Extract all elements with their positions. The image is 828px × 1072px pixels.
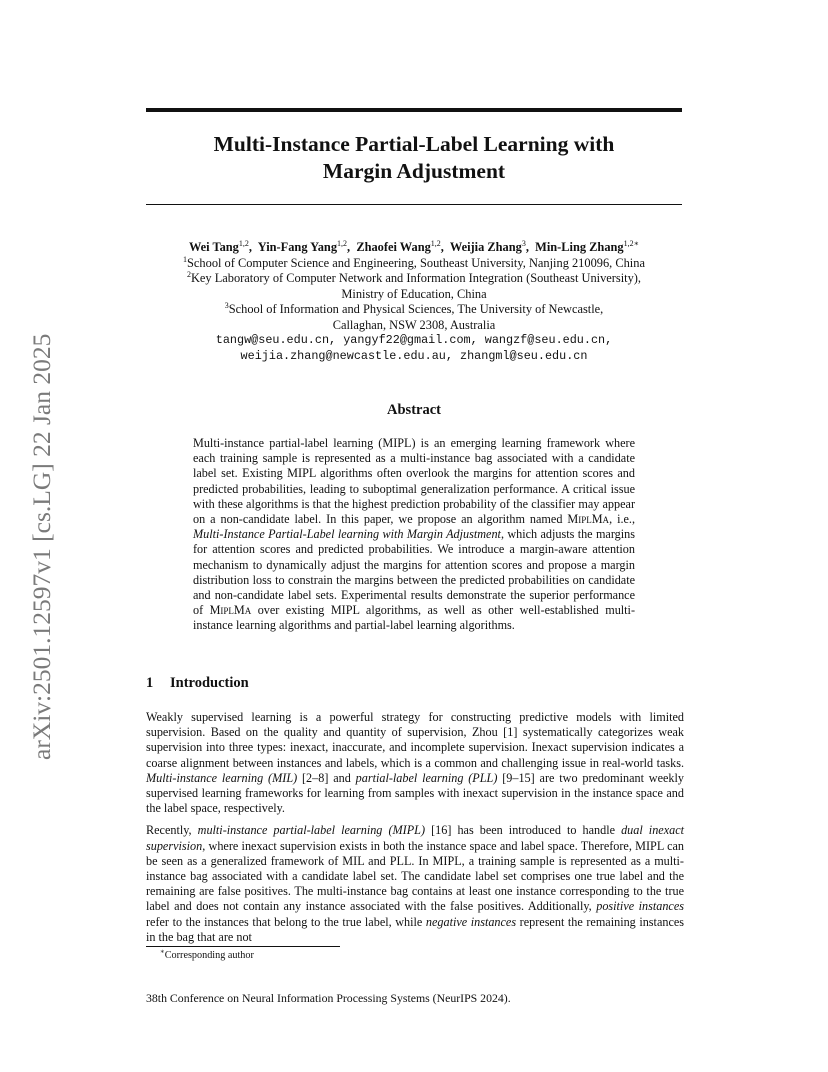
author-name: Zhaofei Wang <box>356 240 431 254</box>
section-heading-introduction <box>146 675 249 692</box>
author-affil: 1,2∗ <box>623 238 640 248</box>
venue-footer: 38th Conference on Neural Information Processing Systems (NeurIPS 2024). <box>146 991 511 1005</box>
author-affil: 1,2 <box>337 238 348 248</box>
abstract-heading: Abstract <box>387 402 441 418</box>
author-affil: 1,2 <box>238 238 249 248</box>
affiliation-2: $^2$Key Laboratory of Computer Network and Information Integration (Southeast University), <box>186 269 642 285</box>
affiliation-2-cont: Ministry of Education, China <box>341 286 487 301</box>
algorithm-name: MiplMa <box>567 512 610 527</box>
algorithm-name: MiplMa <box>209 603 252 618</box>
title-top-rule <box>146 108 682 112</box>
abstract-body: Multi-instance partial-label learning (MIPL) is an emerging learning framework where each training sample is represented as a multi-instance bag associated with a candidate label set. Existing MIPL algorithms often overlook the margins for attention scores and predicted probabilities, leading to suboptimal generalization performance. A critical issue with these algorithms is that the highest prediction probability of the classifier may appear on a non-candidate label. In this paper, we propose an algorithm named MiplMa, i.e., Multi-Instance Partial-Label learning with Margin Adjustment, which adjusts the margins for attention scores and predicted probabilities. We introduce a margin-aware attention mechanism to dynamically adjust the margins for attention scores and propose a margin distribution loss to constrain the margins between the predicted probabilities on candidate and non-candidate label sets. Experimental results demonstrate the superior performance of MiplMa over existing MIPL algorithms, as well as other well-established multi-instance learning algorithms and partial-label learning algorithms. <box>193 436 636 633</box>
section-title: Introduction <box>170 675 249 691</box>
author-name: Min-Ling Zhang <box>535 240 624 254</box>
paragraph: Weakly supervised learning is a powerful strategy for constructing predictive models with limited supervision. Based on the quality and quantity of supervision, Zhou [1] systematically categorizes weak supervision into three types: inexact, inaccurate, and incomplete supervision. Inexact supervision indicates a coarse alignment between instances and labels, which is a common and challenging issue in real-world tasks. Multi-instance learning (MIL) [2–8] and partial-label learning (PLL) [9–15] are two predominant weekly supervised learning frameworks for learning from samples with inexact supervision in the instance space and the label space, respectively. <box>146 710 684 816</box>
arxiv-stamp: arXiv:2501.12597v1 [cs.LG] 22 Jan 2025 <box>27 333 56 760</box>
footnote: ∗Corresponding author <box>160 947 254 961</box>
author-affil: 3 <box>521 238 526 248</box>
paper-title <box>146 131 682 185</box>
introduction-body <box>146 710 684 952</box>
paragraph: Recently, multi-instance partial-label learning (MIPL) [16] has been introduced to handle dual inexact supervision, where inexact supervision exists in both the instance space and label space. Therefore, MIPL can be seen as a generalized framework of MIL and PLL. In MIPL, a training sample is represented as a multi-instance bag associated with a candidate label set. The candidate label set comprises one true label and the remaining are false positives. The multi-instance bag contains at least one instance corresponding to the true label and does not contain any instance associated with the false positives. Additionally, positive instances refer to the instances that belong to the true label, while negative instances represent the remaining instances in the bag that are not <box>146 823 685 944</box>
affiliation-1: $^1$School of Computer Science and Engineering, Southeast University, Nanjing 210096, China <box>183 254 645 270</box>
algorithm-full-name: Multi-Instance Partial-Label learning with Margin Adjustment <box>193 527 501 542</box>
title-line-2: Margin Adjustment <box>322 159 506 183</box>
affiliation-3-cont: Callaghan, NSW 2308, Australia <box>332 317 496 332</box>
section-number: 1 <box>146 675 154 691</box>
title-bottom-rule <box>146 204 682 205</box>
email-line-1[interactable]: tangw@seu.edu.cn, yangyf22@gmail.com, wangzf@seu.edu.cn, <box>215 333 613 347</box>
title-line-1: Multi-Instance Partial-Label Learning with <box>213 132 615 156</box>
author-name: Wei Tang <box>188 240 239 254</box>
author-name: Yin-Fang Yang <box>257 240 338 254</box>
footnote-rule <box>146 946 340 947</box>
author-list: Wei Tang$^{1,2}$, Yin-Fang Yang$^{1,2}$, Zhaofei Wang$^{1,2}$, Weijia Zhang$^3$, Min-Ling Zhang$^{1,2∗}$ <box>188 238 640 254</box>
affiliation-3: $^3$School of Information and Physical Sciences, The University of Newcastle, <box>224 300 604 316</box>
author-block <box>146 240 682 364</box>
email-line-2[interactable]: weijia.zhang@newcastle.edu.au, zhangml@seu.edu.cn <box>240 348 588 363</box>
author-affil: 1,2 <box>430 238 441 248</box>
author-name: Weijia Zhang <box>449 240 522 254</box>
